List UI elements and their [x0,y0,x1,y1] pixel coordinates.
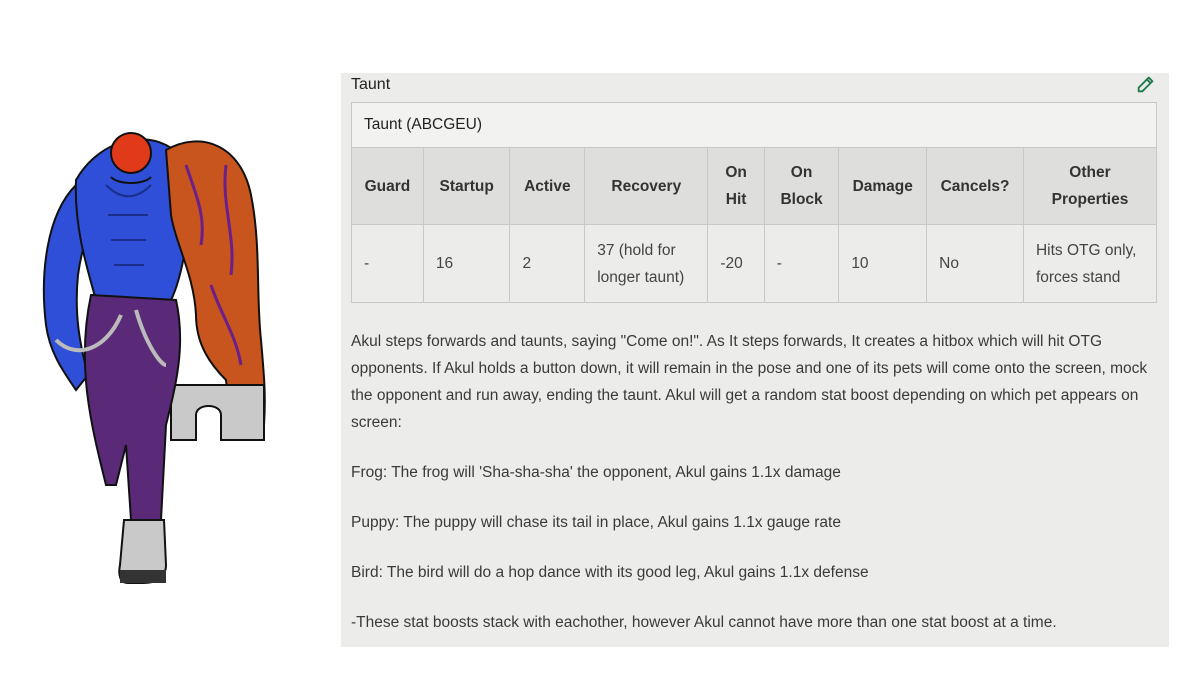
character-hand [171,385,264,440]
cell-active: 2 [510,225,585,303]
frame-data-table [351,102,1157,303]
cell-guard: - [352,225,424,303]
character-head [111,133,151,173]
table-row [352,225,1157,303]
header-cancels: Cancels? [927,148,1024,225]
header-guard: Guard [352,148,424,225]
header-damage: Damage [839,148,927,225]
section-title: Taunt [351,76,391,93]
cell-on-block: - [764,225,839,303]
pencil-icon[interactable] [1135,73,1157,95]
move-panel [341,73,1169,647]
header-other-properties: Other Properties [1023,148,1156,225]
cell-cancels: No [927,225,1024,303]
header-active: Active [510,148,585,225]
description-paragraph: Akul steps forwards and taunts, saying "Come on!". As It steps forwards, It creates a hitbox which will hit OTG opponents. If Akul holds a button down, it will remain in the pose and one of its pets will come onto the screen, mock the opponent and run away, ending the taunt. Akul will get a random stat boost depending on which pet appears on screen: [351,333,1148,431]
character-illustration [36,125,276,595]
table-caption: Taunt (ABCGEU) [352,103,1157,148]
cell-damage: 10 [839,225,927,303]
cell-startup: 16 [423,225,510,303]
description-paragraph: Bird: The bird will do a hop dance with its good leg, Akul gains 1.1x defense [351,564,869,581]
cell-other-properties: Hits OTG only, forces stand [1023,225,1156,303]
description-paragraph: -These stat boosts stack with eachother, however Akul cannot have more than one stat boost at a time. [351,614,1057,631]
cell-recovery: 37 (hold for longer taunt) [585,225,708,303]
character-right-arm [166,141,265,425]
character-pants [85,295,180,520]
header-on-block: On Block [764,148,839,225]
table-header-row [352,148,1157,225]
cell-on-hit: -20 [708,225,764,303]
header-on-hit: On Hit [708,148,764,225]
header-startup: Startup [423,148,510,225]
move-description [351,328,1157,659]
header-recovery: Recovery [585,148,708,225]
description-paragraph: Puppy: The puppy will chase its tail in place, Akul gains 1.1x gauge rate [351,514,841,531]
description-paragraph: Frog: The frog will 'Sha-sha-sha' the opponent, Akul gains 1.1x damage [351,464,841,481]
